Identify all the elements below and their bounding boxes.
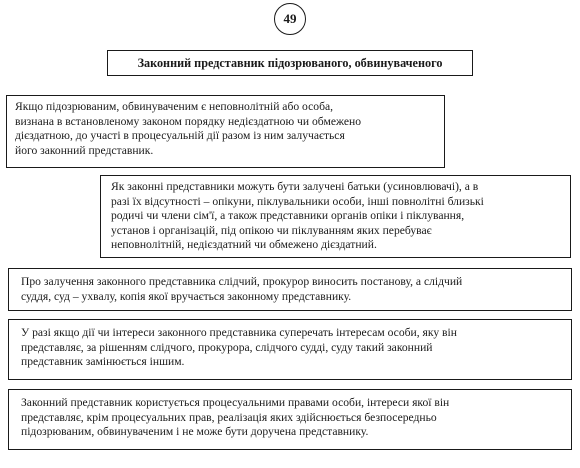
box-conflict-replacement: [8, 319, 572, 380]
box-minor-or-incapable-suspect: [6, 95, 445, 168]
box-line: Якщо підозрюваним, обвинуваченим є неповнолітній або особа,: [15, 100, 334, 113]
box-line: родичі чи члени сім'ї, а також представники органів опіки і піклування,: [111, 209, 465, 223]
box-line: його законний представник.: [15, 143, 154, 157]
box-line: установ і організацій, під опікою чи піклуванням яких перебуває: [111, 223, 432, 237]
box-line: представляє, за рішенням слідчого, прокурора, слідчого судді, суду такий законний: [21, 340, 433, 354]
box-line: підозрюваним, обвинуваченим і не може бути доручена представнику.: [21, 425, 369, 439]
title-box: [107, 50, 473, 76]
box-line: Законний представник користується процесуальними правами особи, інтереси якої він: [21, 396, 450, 409]
box-line: визнана в встановленому законом порядку недієздатною чи обмежено: [15, 114, 362, 128]
box-line: представляє, крім процесуальних прав, реалізація яких здійснюється безпосередньо: [21, 410, 437, 424]
box-involvement-resolution: [8, 268, 572, 311]
box-line: Як законні представники можуть бути залучені батьки (усиновлювачі), а в: [111, 180, 479, 193]
box-line: разі їх відсутності – опікуни, піклувальники особи, інші повнолітні близькі: [111, 194, 484, 208]
box-line: дієздатною, до участі в процесуальній дії разом із ним залучається: [15, 129, 345, 143]
page-number: 49: [274, 3, 306, 35]
box-line: Про залучення законного представника слідчий, прокурор виносить постанову, а слідчий: [21, 275, 463, 288]
diagram-title: Законний представник підозрюваного, обвинуваченого: [137, 55, 443, 70]
box-procedural-rights: [8, 389, 572, 450]
box-line: У разі якщо дії чи інтереси законного представника суперечать інтересам особи, яку він: [21, 326, 457, 339]
box-line: суддя, суд – ухвалу, копія якої вручається законному представнику.: [21, 289, 352, 303]
box-line: представник замінюється іншим.: [21, 355, 185, 369]
box-who-can-be-representatives: [100, 175, 571, 258]
box-line: неповнолітній, недієздатний чи обмежено дієздатний.: [111, 238, 377, 252]
